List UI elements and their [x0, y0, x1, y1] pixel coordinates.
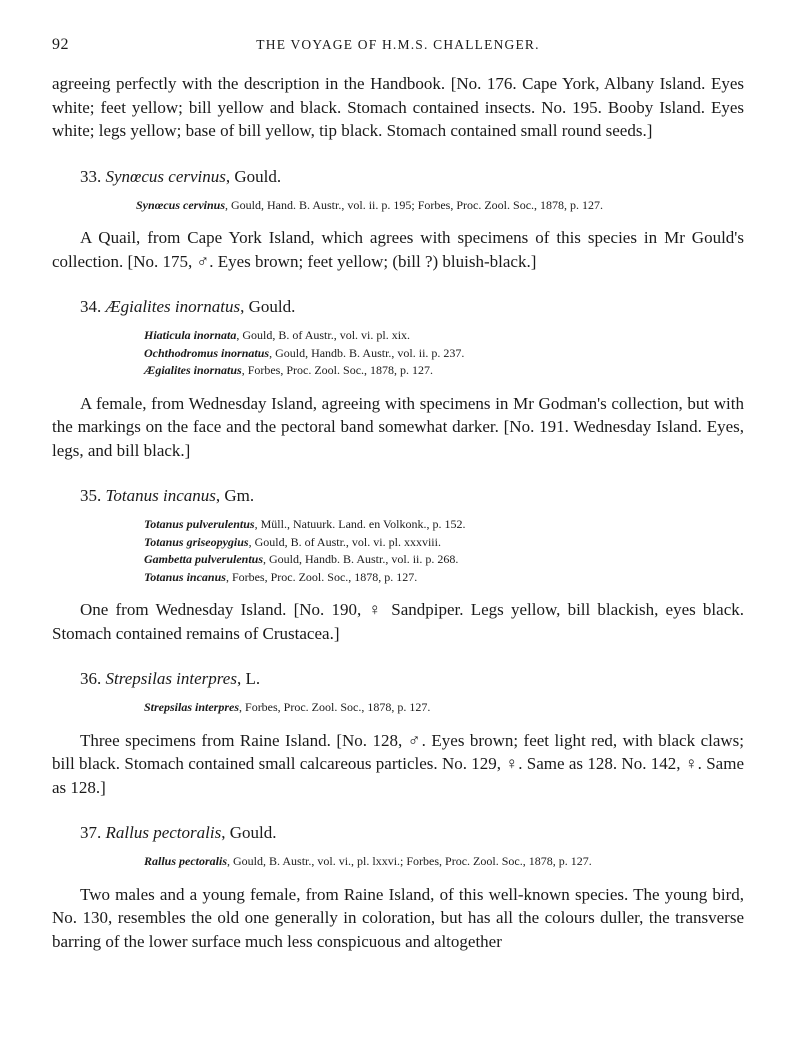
synonymy-block	[144, 699, 744, 717]
synonymy-entry	[144, 853, 744, 871]
page-header	[52, 36, 744, 60]
species-heading	[80, 295, 744, 319]
synonymy-block	[144, 516, 744, 586]
synonym-name: Totanus griseopygius	[144, 534, 249, 549]
species-authority: , Gould.	[240, 297, 296, 316]
synonym-citation: , Gould, B. Austr., vol. vi., pl. lxxvi.; Forbes, Proc. Zool. Soc., 1878, p. 127.	[227, 854, 592, 868]
species-name: Synœcus cervinus	[105, 166, 226, 186]
species-name: Totanus incanus	[105, 486, 216, 505]
synonym-name: Strepsilas interpres	[144, 700, 240, 714]
synonym-citation: , Gould, Handb. B. Austr., vol. ii. p. 237.	[269, 345, 465, 360]
species-heading	[80, 667, 744, 691]
synonym-name: Ægialites inornatus	[144, 363, 242, 377]
synonym-name: Ochthodromus inornatus	[144, 345, 270, 360]
synonym-name: Rallus pectoralis	[144, 854, 228, 868]
synonym-name: Totanus pulverulentus	[144, 517, 255, 531]
species-number: 36.	[80, 669, 102, 688]
section-gap	[52, 645, 744, 667]
synonymy-entry	[144, 327, 744, 345]
species-text: A female, from Wednesday Island, agreeing with specimens in Mr Godman's collection, but with the markings on the face and the pectoral band somewhat darker. [No. 191. Wednesday Island. Eyes, legs, and bill black.]	[52, 393, 744, 460]
synonymy-entry	[144, 345, 744, 363]
synonymy-entry	[144, 362, 744, 380]
species-number: 35.	[80, 486, 102, 505]
species-authority: , Gould.	[225, 166, 282, 186]
synonymy-entry	[136, 197, 744, 215]
synonym-citation: , Gould, Handb. B. Austr., vol. ii. p. 268.	[263, 552, 459, 566]
synonymy-entry	[144, 551, 744, 569]
species-text: Three specimens from Raine Island. [No. 128, ♂. Eyes brown; feet light red, with black claws; bill black. Stomach contained small calcareous particles. No. 129, ♀. Same as 128. No. 142, ♀. Same as 128.]	[52, 730, 744, 797]
species-text: Two males and a young female, from Raine Island, of this well-known species. The young bird, No. 130, resembles the old one generally in coloration, but has all the colours duller, the transverse barring of the lower surface much less conspicuous and altogether	[52, 884, 744, 951]
species-heading	[80, 484, 744, 508]
synonymy-block	[144, 853, 744, 871]
page-body	[52, 72, 744, 953]
synonymy-entry	[144, 516, 744, 534]
section-gap	[52, 143, 744, 165]
synonym-citation: , Forbes, Proc. Zool. Soc., 1878, p. 127.	[239, 700, 431, 714]
species-text: A Quail, from Cape York Island, which agrees with specimens of this species in Mr Gould's collection. [No. 175, ♂. Eyes brown; feet yellow; (bill ?) bluish-black.]	[52, 228, 744, 271]
synonym-citation: , Gould, B. of Austr., vol. vi. pl. xxxviii.	[248, 534, 441, 549]
synonymy-entry	[144, 699, 744, 717]
running-title: THE VOYAGE OF H.M.S. CHALLENGER.	[256, 37, 540, 52]
synonymy-entry	[144, 569, 744, 587]
synonym-citation: , Forbes, Proc. Zool. Soc., 1878, p. 127.	[241, 363, 434, 377]
species-authority: , L.	[236, 669, 261, 688]
synonymy-entry	[144, 534, 744, 552]
species-name: Ægialites inornatus	[105, 297, 241, 316]
species-number: 34.	[80, 297, 102, 316]
synonym-name: Synœcus cervinus	[136, 197, 226, 212]
synonym-name: Totanus incanus	[144, 569, 226, 584]
synonym-citation: , Gould, B. of Austr., vol. vi. pl. xix.	[236, 328, 411, 342]
synonym-citation: , Forbes, Proc. Zool. Soc., 1878, p. 127.	[225, 569, 418, 584]
page-number: 92	[52, 36, 69, 53]
synonymy-block	[136, 197, 744, 215]
species-text: One from Wednesday Island. [No. 190, ♀ Sandpiper. Legs yellow, bill blackish, eyes black. Stomach contained remains of Crustacea.]	[52, 600, 744, 643]
synonymy-block	[144, 327, 744, 380]
species-heading	[80, 165, 744, 189]
synonym-name: Hiaticula inornata	[144, 328, 237, 342]
species-number: 33.	[80, 166, 102, 186]
species-heading	[80, 821, 744, 845]
opening-paragraph: agreeing perfectly with the description in the Handbook. [No. 176. Cape York, Albany Island. Eyes white; feet yellow; bill yellow and black. Stomach contained insects. No. 195. Booby Island. Eyes white; legs yellow; base of bill yellow, tip black. Stomach contained small round seeds.]	[52, 74, 744, 140]
species-number: 37.	[80, 823, 102, 842]
species-name: Rallus pectoralis	[105, 823, 222, 842]
species-name: Strepsilas interpres	[105, 669, 237, 688]
section-gap	[52, 273, 744, 295]
synonym-citation: , Gould, Hand. B. Austr., vol. ii. p. 195; Forbes, Proc. Zool. Soc., 1878, p. 127.	[225, 197, 604, 212]
species-authority: , Gm.	[215, 486, 255, 505]
section-gap	[52, 462, 744, 484]
species-authority: , Gould.	[221, 823, 277, 842]
section-gap	[52, 799, 744, 821]
synonym-citation: , Müll., Natuurk. Land. en Volkonk., p. 152.	[254, 517, 466, 531]
synonym-name: Gambetta pulverulentus	[144, 552, 264, 566]
